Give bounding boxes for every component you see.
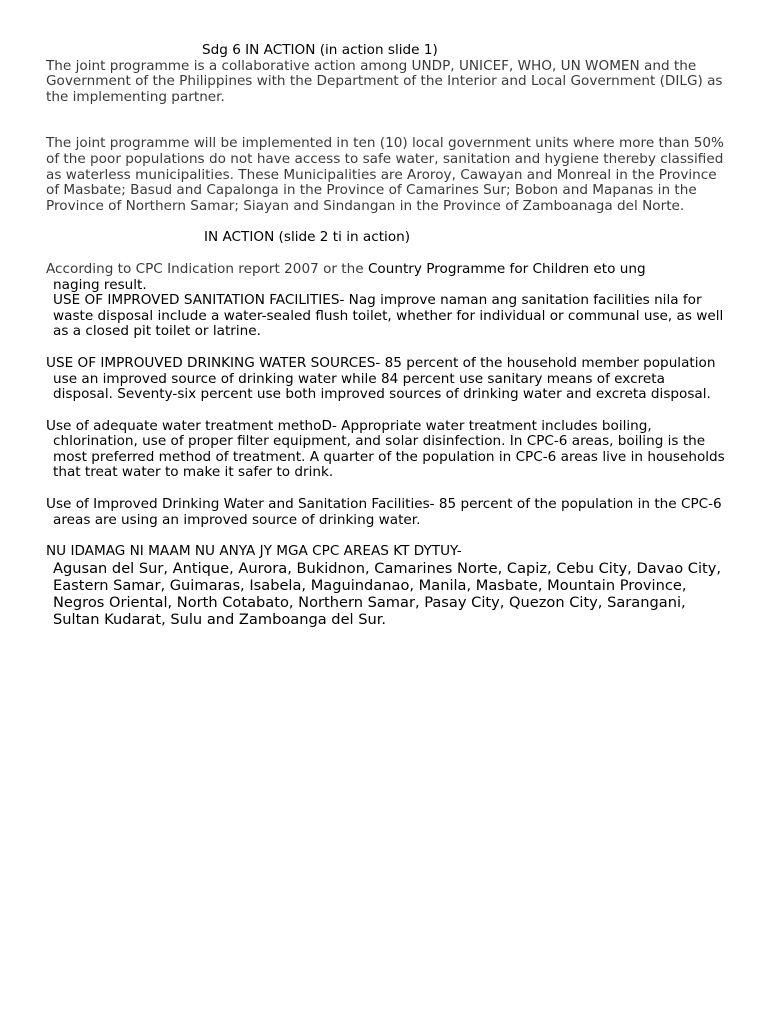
document-body — [46, 43, 726, 628]
spacer — [46, 214, 726, 230]
spacer — [46, 403, 726, 419]
cpc-prefix: According to CPC Indication report 2007 or the — [46, 260, 368, 277]
facilities-paragraph: Use of Improved Drinking Water and Sanitation Facilities- 85 percent of the population in the CPC-6 areas are using an improved source of drinking water. — [46, 496, 722, 528]
spacer — [46, 528, 726, 544]
spacer — [46, 105, 726, 136]
intro-paragraph: The joint programme is a collaborative action among UNDP, UNICEF, WHO, UN WOMEN and the Government of the Philippines with the Department of the Interior and Local Government (DILG) as the implementing partner. — [46, 57, 723, 105]
cpc-report-line — [46, 262, 726, 278]
sanitation-paragraph: USE OF IMPROVED SANITATION FACILITIES- Nag improve naman ang sanitation facilities nila for waste disposal include a water-sealed flush toilet, whether for individual or communal use, as well as a closed pit toilet or latrine. — [53, 292, 724, 340]
implementation-paragraph: The joint programme will be implemented in ten (10) local government units where more than 50% of the poor populations do not have access to safe water, sanitation and hygiene thereby classified as waterless municipalities. These Municipalities are Aroroy, Cawayan and Monreal in the Province of Masbate; Basud and Capalonga in the Province of Camarines Sur; Bobon and Mapanas in the Province of Northern Samar; Siayan and Sindangan in the Province of Zamboanaga del Norte. — [46, 135, 724, 214]
cpc-report-line2: naging result. — [53, 276, 147, 293]
slide1-title: Sdg 6 IN ACTION (in action slide 1) — [202, 42, 438, 58]
areas-heading: NU IDAMAG NI MAAM NU ANYA JY MGA CPC AREAS KT DYTUY- — [46, 543, 462, 560]
spacer — [46, 246, 726, 262]
spacer — [46, 481, 726, 497]
slide2-title: IN ACTION (slide 2 ti in action) — [204, 229, 411, 246]
water-sources-paragraph: USE OF IMPROUVED DRINKING WATER SOURCES- 85 percent of the household member population use an improved source of drinking water while 84 percent use sanitary means of excreta disposal. Seventy-six percent use both improved sources of drinking water and excreta disposal. — [46, 354, 716, 403]
treatment-paragraph: Use of adequate water treatment methoD- Appropriate water treatment includes boiling, chlorination, use of proper filter equipment, and solar disinfection. In CPC-6 areas, boiling is the most preferred method of treatment. A quarter of the population in CPC-6 areas live in households that treat water to make it safer to drink. — [46, 417, 725, 481]
areas-list: Agusan del Sur, Antique, Aurora, Bukidnon, Camarines Norte, Capiz, Cebu City, Davao City, Eastern Samar, Guimaras, Isabela, Maguindanao, Manila, Masbate, Mountain Province, Negros Oriental, North Cotabato, Northern Samar, Pasay City, Quezon City, Sarangani, Sultan Kudarat, Sulu and Zamboanga del Sur. — [53, 559, 722, 628]
spacer — [46, 340, 726, 356]
cpc-suffix: Country Programme for Children eto ung — [367, 260, 646, 277]
